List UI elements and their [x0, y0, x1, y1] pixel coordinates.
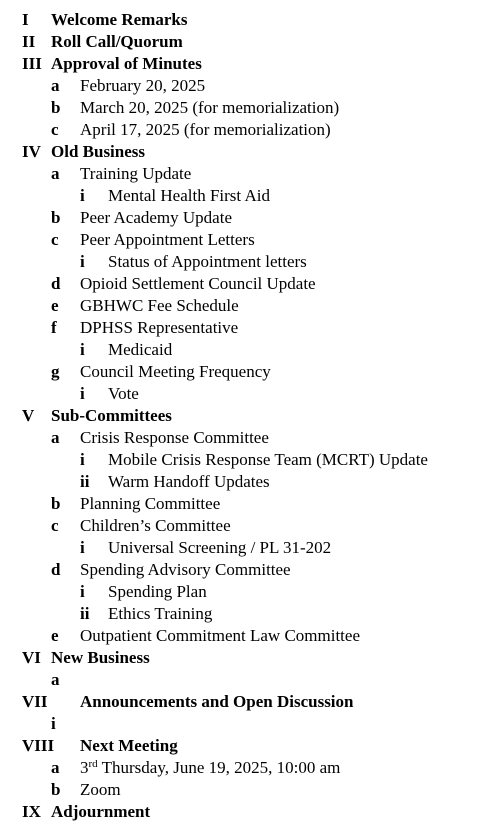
agenda-item-text: Outpatient Commitment Law Committee	[80, 626, 360, 645]
agenda-item-number: e	[51, 626, 59, 645]
agenda-item-text: Medicaid	[108, 340, 173, 359]
agenda-item-text: Training Update	[80, 164, 192, 183]
agenda-item-text: Children’s Committee	[80, 516, 231, 535]
agenda-item-number: VI	[22, 648, 41, 667]
agenda-item-number: i	[80, 450, 85, 469]
agenda-item-text: Universal Screening / PL 31-202	[108, 538, 332, 557]
agenda-item-number: i	[80, 252, 85, 271]
agenda-item-number: i	[51, 714, 56, 733]
agenda-item-number: VII	[22, 692, 48, 711]
agenda-item-text: Ethics Training	[108, 604, 213, 623]
agenda-item-text: Warm Handoff Updates	[108, 472, 270, 491]
agenda-item-text: Status of Appointment letters	[108, 252, 307, 271]
agenda-item-number: c	[51, 516, 59, 535]
agenda-item-number: i	[80, 340, 85, 359]
ordinal-suffix: rd	[88, 758, 98, 770]
agenda-item-text: April 17, 2025 (for memorialization)	[80, 120, 331, 139]
agenda-item-text: Announcements and Open Discussion	[80, 692, 354, 711]
agenda-item-number: ii	[80, 604, 90, 623]
date-text: Thursday, June 19, 2025, 10:00 am	[97, 758, 341, 777]
agenda-item-number: III	[22, 54, 42, 73]
agenda-item-number: d	[51, 560, 61, 579]
agenda-item-number: g	[51, 362, 60, 381]
agenda-item-text: March 20, 2025 (for memorialization)	[80, 98, 340, 117]
agenda-item-number: i	[80, 186, 85, 205]
agenda-item-text: Peer Academy Update	[80, 208, 232, 227]
agenda-item-text: Spending Advisory Committee	[80, 560, 291, 579]
agenda-item-text: Spending Plan	[108, 582, 207, 601]
agenda-item-number: IX	[22, 802, 41, 821]
agenda-item-text: Peer Appointment Letters	[80, 230, 255, 249]
agenda-item-text: Sub-Committees	[51, 406, 172, 425]
agenda-item-text	[80, 757, 340, 781]
agenda-item-text: Opioid Settlement Council Update	[80, 274, 316, 293]
agenda-item-number: b	[51, 98, 61, 117]
agenda-item-number: c	[51, 230, 59, 249]
agenda-item-number: a	[51, 670, 60, 689]
agenda-item-text: Crisis Response Committee	[80, 428, 269, 447]
agenda-item-text: Council Meeting Frequency	[80, 362, 271, 381]
agenda-item-text: Old Business	[51, 142, 146, 161]
agenda-item-text: DPHSS Representative	[80, 318, 239, 337]
agenda-item-number: b	[51, 208, 61, 227]
agenda-item-number: i	[80, 582, 85, 601]
agenda-item-number: e	[51, 296, 59, 315]
agenda-item-number: ii	[80, 472, 90, 491]
agenda-item-text: February 20, 2025	[80, 76, 206, 95]
agenda-item-number: b	[51, 780, 61, 799]
agenda-item-text: Adjournment	[51, 802, 151, 821]
agenda-item-text: Welcome Remarks	[51, 10, 188, 29]
agenda-item-number: a	[51, 758, 60, 777]
agenda-item-number: a	[51, 428, 60, 447]
ordinal-number: 3	[80, 758, 89, 777]
agenda-item-number: IV	[22, 142, 41, 161]
agenda-item-text: Mental Health First Aid	[108, 186, 270, 205]
agenda-item-text: Approval of Minutes	[51, 54, 202, 73]
agenda-item-number: VIII	[22, 736, 55, 755]
agenda-item-text: GBHWC Fee Schedule	[80, 296, 239, 315]
agenda-item-number: I	[22, 10, 29, 29]
agenda-item-text: Vote	[108, 384, 139, 403]
agenda-item-number: d	[51, 274, 61, 293]
agenda-item-text: Roll Call/Quorum	[51, 32, 183, 51]
agenda-item-text: Mobile Crisis Response Team (MCRT) Update	[108, 450, 428, 469]
agenda-item-text: Next Meeting	[80, 736, 178, 755]
agenda-item-number: i	[80, 384, 85, 403]
agenda-item-number: i	[80, 538, 85, 557]
agenda-item-number: V	[22, 406, 35, 425]
agenda-item-number: II	[22, 32, 36, 51]
agenda-item-text: Planning Committee	[80, 494, 221, 513]
agenda-item-number: c	[51, 120, 59, 139]
agenda-item-number: b	[51, 494, 61, 513]
agenda-item-number: a	[51, 76, 60, 95]
agenda-item-number: f	[51, 318, 57, 337]
agenda-item-number: a	[51, 164, 60, 183]
agenda-item-text: New Business	[51, 648, 150, 667]
agenda-item-text: Zoom	[80, 780, 121, 799]
